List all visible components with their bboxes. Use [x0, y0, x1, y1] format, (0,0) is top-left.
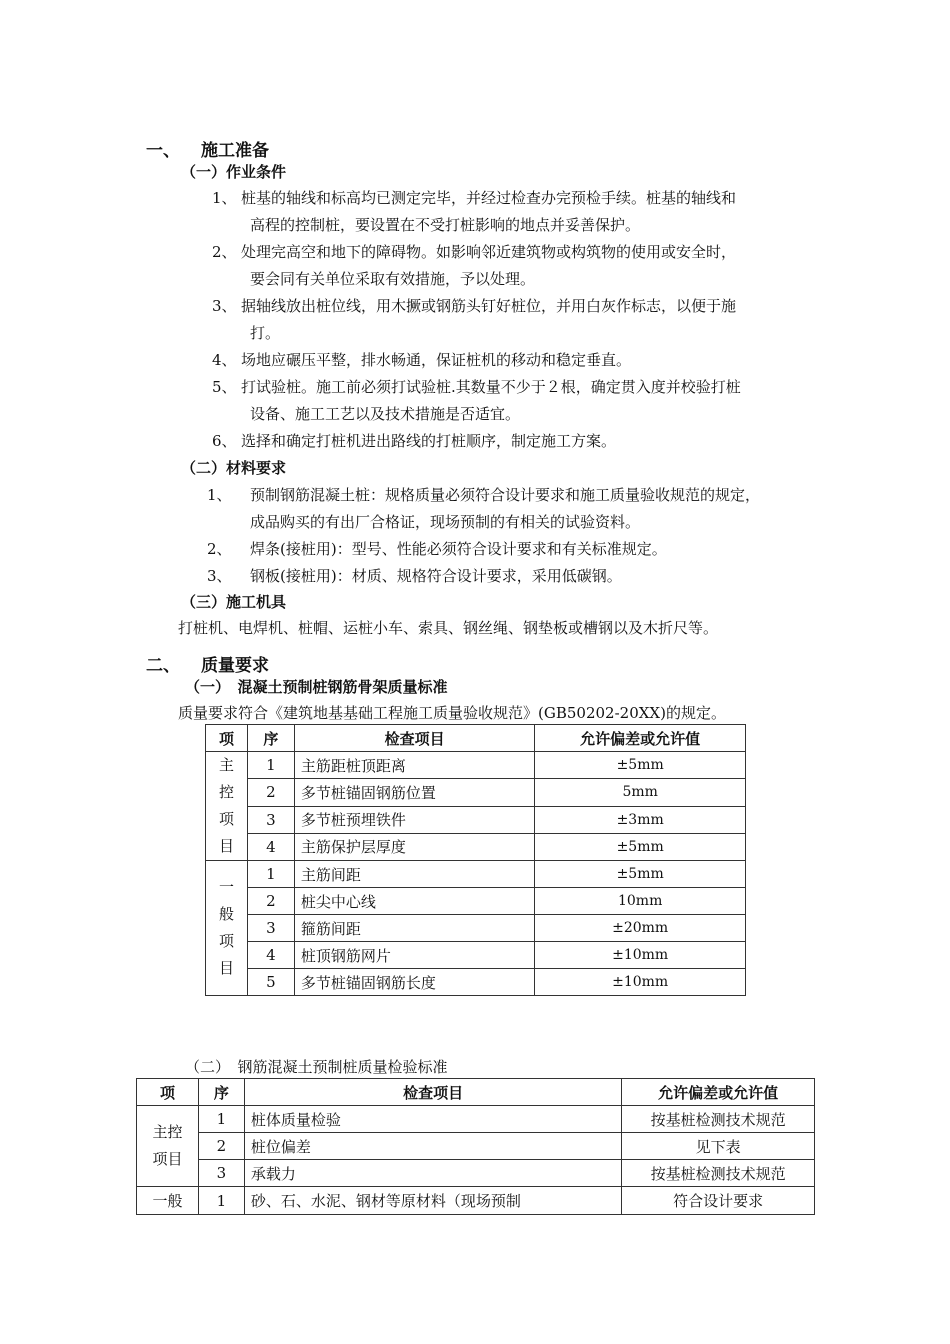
- seq-cell: 2: [247, 888, 294, 915]
- seq-cell: 1: [247, 752, 294, 779]
- list-item-number: 1、: [207, 486, 232, 504]
- list-item-text: 钢板(接桩用)：材质、规格符合设计要求，采用低碳钢。: [250, 567, 622, 585]
- tolerance-cell: 10mm: [535, 888, 746, 915]
- section-2-number: 二、: [146, 656, 180, 676]
- list-item-text-cont: 要会同有关单位采取有效措施，予以处理。: [250, 270, 536, 288]
- list-item-text: 预制钢筋混凝土桩：规格质量必须符合设计要求和施工质量验收规范的规定，: [250, 486, 761, 504]
- item-cell: 桩体质量检验: [244, 1106, 621, 1133]
- quality-sub1-intro: 质量要求符合《建筑地基基础工程施工质量验收规范》(GB50202-20XX)的规定。: [178, 704, 726, 722]
- list-item-number: 3、: [207, 567, 232, 585]
- precast-pile-inspection-table: [136, 1078, 815, 1215]
- item-cell: 主筋保护层厚度: [294, 833, 534, 860]
- item-cell: 主筋距桩顶距离: [294, 752, 534, 779]
- item-cell: 承载力: [244, 1160, 621, 1187]
- item-cell: 桩位偏差: [244, 1133, 621, 1160]
- table-header: 检查项目: [294, 725, 534, 752]
- item-cell: 桩尖中心线: [294, 888, 534, 915]
- list-item-text-cont: 成品购买的有出厂合格证，现场预制的有相关的试验资料。: [250, 513, 641, 531]
- tolerance-cell: ±3mm: [535, 806, 746, 833]
- tolerance-cell: ±20mm: [535, 915, 746, 942]
- section-1-title: 施工准备: [201, 141, 269, 161]
- seq-cell: 2: [198, 1133, 244, 1160]
- group-label-general: 一般: [137, 1187, 199, 1215]
- table-header: 允许偏差或允许值: [535, 725, 746, 752]
- tolerance-cell: 按基桩检测技术规范: [622, 1106, 815, 1133]
- list-item-number: 6、: [212, 432, 237, 450]
- seq-cell: 4: [247, 833, 294, 860]
- list-item-number: 2、: [212, 243, 237, 261]
- group-label-main-control: 主控 项目: [137, 1106, 199, 1187]
- seq-cell: 4: [247, 942, 294, 969]
- table-header: 允许偏差或允许值: [622, 1079, 815, 1106]
- materials-heading: （二）材料要求: [181, 459, 287, 477]
- quality-sub1-heading: （一） 混凝土预制桩钢筋骨架质量标准: [185, 678, 448, 696]
- seq-cell: 3: [198, 1160, 244, 1187]
- item-cell: 桩顶钢筋网片: [294, 942, 534, 969]
- table-row: [137, 1133, 815, 1160]
- list-item-number: 1、: [212, 189, 237, 207]
- tolerance-cell: ±5mm: [535, 833, 746, 860]
- table-row: [206, 888, 746, 915]
- table-header: 序: [247, 725, 294, 752]
- list-item-text: 桩基的轴线和标高均已测定完毕，并经过检查办完预检手续。桩基的轴线和: [241, 189, 737, 207]
- table-row: [206, 915, 746, 942]
- table-row: [206, 833, 746, 860]
- tolerance-cell: 符合设计要求: [622, 1187, 815, 1215]
- seq-cell: 1: [198, 1106, 244, 1133]
- list-item-number: 5、: [212, 378, 237, 396]
- tolerance-cell: ±5mm: [535, 861, 746, 888]
- seq-cell: 3: [247, 806, 294, 833]
- table-row: [137, 1187, 815, 1215]
- table-header: 检查项目: [244, 1079, 621, 1106]
- table-row: [206, 969, 746, 996]
- list-item-number: 4、: [212, 351, 237, 369]
- table-row: [206, 861, 746, 888]
- group-label-main-control: 主 控 项 目: [206, 752, 248, 861]
- list-item-text: 焊条(接桩用)：型号、性能必须符合设计要求和有关标准规定。: [250, 540, 667, 558]
- seq-cell: 1: [247, 861, 294, 888]
- seq-cell: 3: [247, 915, 294, 942]
- rebar-cage-quality-table: [205, 724, 746, 996]
- item-cell: 砂、石、水泥、钢材等原材料（现场预制: [244, 1187, 621, 1215]
- list-item-text: 场地应碾压平整，排水畅通，保证桩机的移动和稳定垂直。: [241, 351, 632, 369]
- item-cell: 多节桩锚固钢筋长度: [294, 969, 534, 996]
- tolerance-cell: ±10mm: [535, 969, 746, 996]
- list-item-text-cont: 高程的控制桩，要设置在不受打桩影响的地点并妥善保护。: [250, 216, 641, 234]
- seq-cell: 2: [247, 779, 294, 806]
- section-1-number: 一、: [146, 141, 180, 161]
- tolerance-cell: 见下表: [622, 1133, 815, 1160]
- list-item-number: 3、: [212, 297, 237, 315]
- list-item-text: 选择和确定打桩机进出路线的打桩顺序，制定施工方案。: [241, 432, 617, 450]
- equipment-text: 打桩机、电焊机、桩帽、运桩小车、索具、钢丝绳、钢垫板或槽钢以及木折尺等。: [178, 619, 719, 637]
- list-item-text-cont: 设备、施工工艺以及技术措施是否适宜。: [250, 405, 521, 423]
- tolerance-cell: ±5mm: [535, 752, 746, 779]
- tolerance-cell: 5mm: [535, 779, 746, 806]
- tolerance-cell: ±10mm: [535, 942, 746, 969]
- list-item-text: 据轴线放出桩位线，用木撅或钢筋头钉好桩位，并用白灰作标志，以便于施: [241, 297, 737, 315]
- seq-cell: 1: [198, 1187, 244, 1215]
- list-item-text: 处理完高空和地下的障碍物。如影响邻近建筑物或构筑物的使用或安全时，: [241, 243, 737, 261]
- table-header: 项: [206, 725, 248, 752]
- group-label-general: 一 般 项 目: [206, 861, 248, 996]
- table-row: [206, 806, 746, 833]
- item-cell: 多节桩锚固钢筋位置: [294, 779, 534, 806]
- table-row: [206, 942, 746, 969]
- table-header: 序: [198, 1079, 244, 1106]
- tolerance-cell: 按基桩检测技术规范: [622, 1160, 815, 1187]
- section-2-title: 质量要求: [201, 656, 269, 676]
- table-row: [137, 1160, 815, 1187]
- item-cell: 箍筋间距: [294, 915, 534, 942]
- seq-cell: 5: [247, 969, 294, 996]
- table-row: [206, 752, 746, 779]
- work-conditions-heading: （一）作业条件: [181, 163, 287, 181]
- item-cell: 多节桩预埋铁件: [294, 806, 534, 833]
- table-row: [206, 779, 746, 806]
- equipment-heading: （三）施工机具: [181, 593, 287, 611]
- quality-sub2-heading: （二） 钢筋混凝土预制桩质量检验标准: [185, 1058, 448, 1076]
- item-cell: 主筋间距: [294, 861, 534, 888]
- list-item-text-cont: 打。: [250, 324, 281, 342]
- table-row: [137, 1106, 815, 1133]
- list-item-number: 2、: [207, 540, 232, 558]
- table-header: 项: [137, 1079, 199, 1106]
- list-item-text: 打试验桩。施工前必须打试验桩.其数量不少于２根，确定贯入度并校验打桩: [241, 378, 741, 396]
